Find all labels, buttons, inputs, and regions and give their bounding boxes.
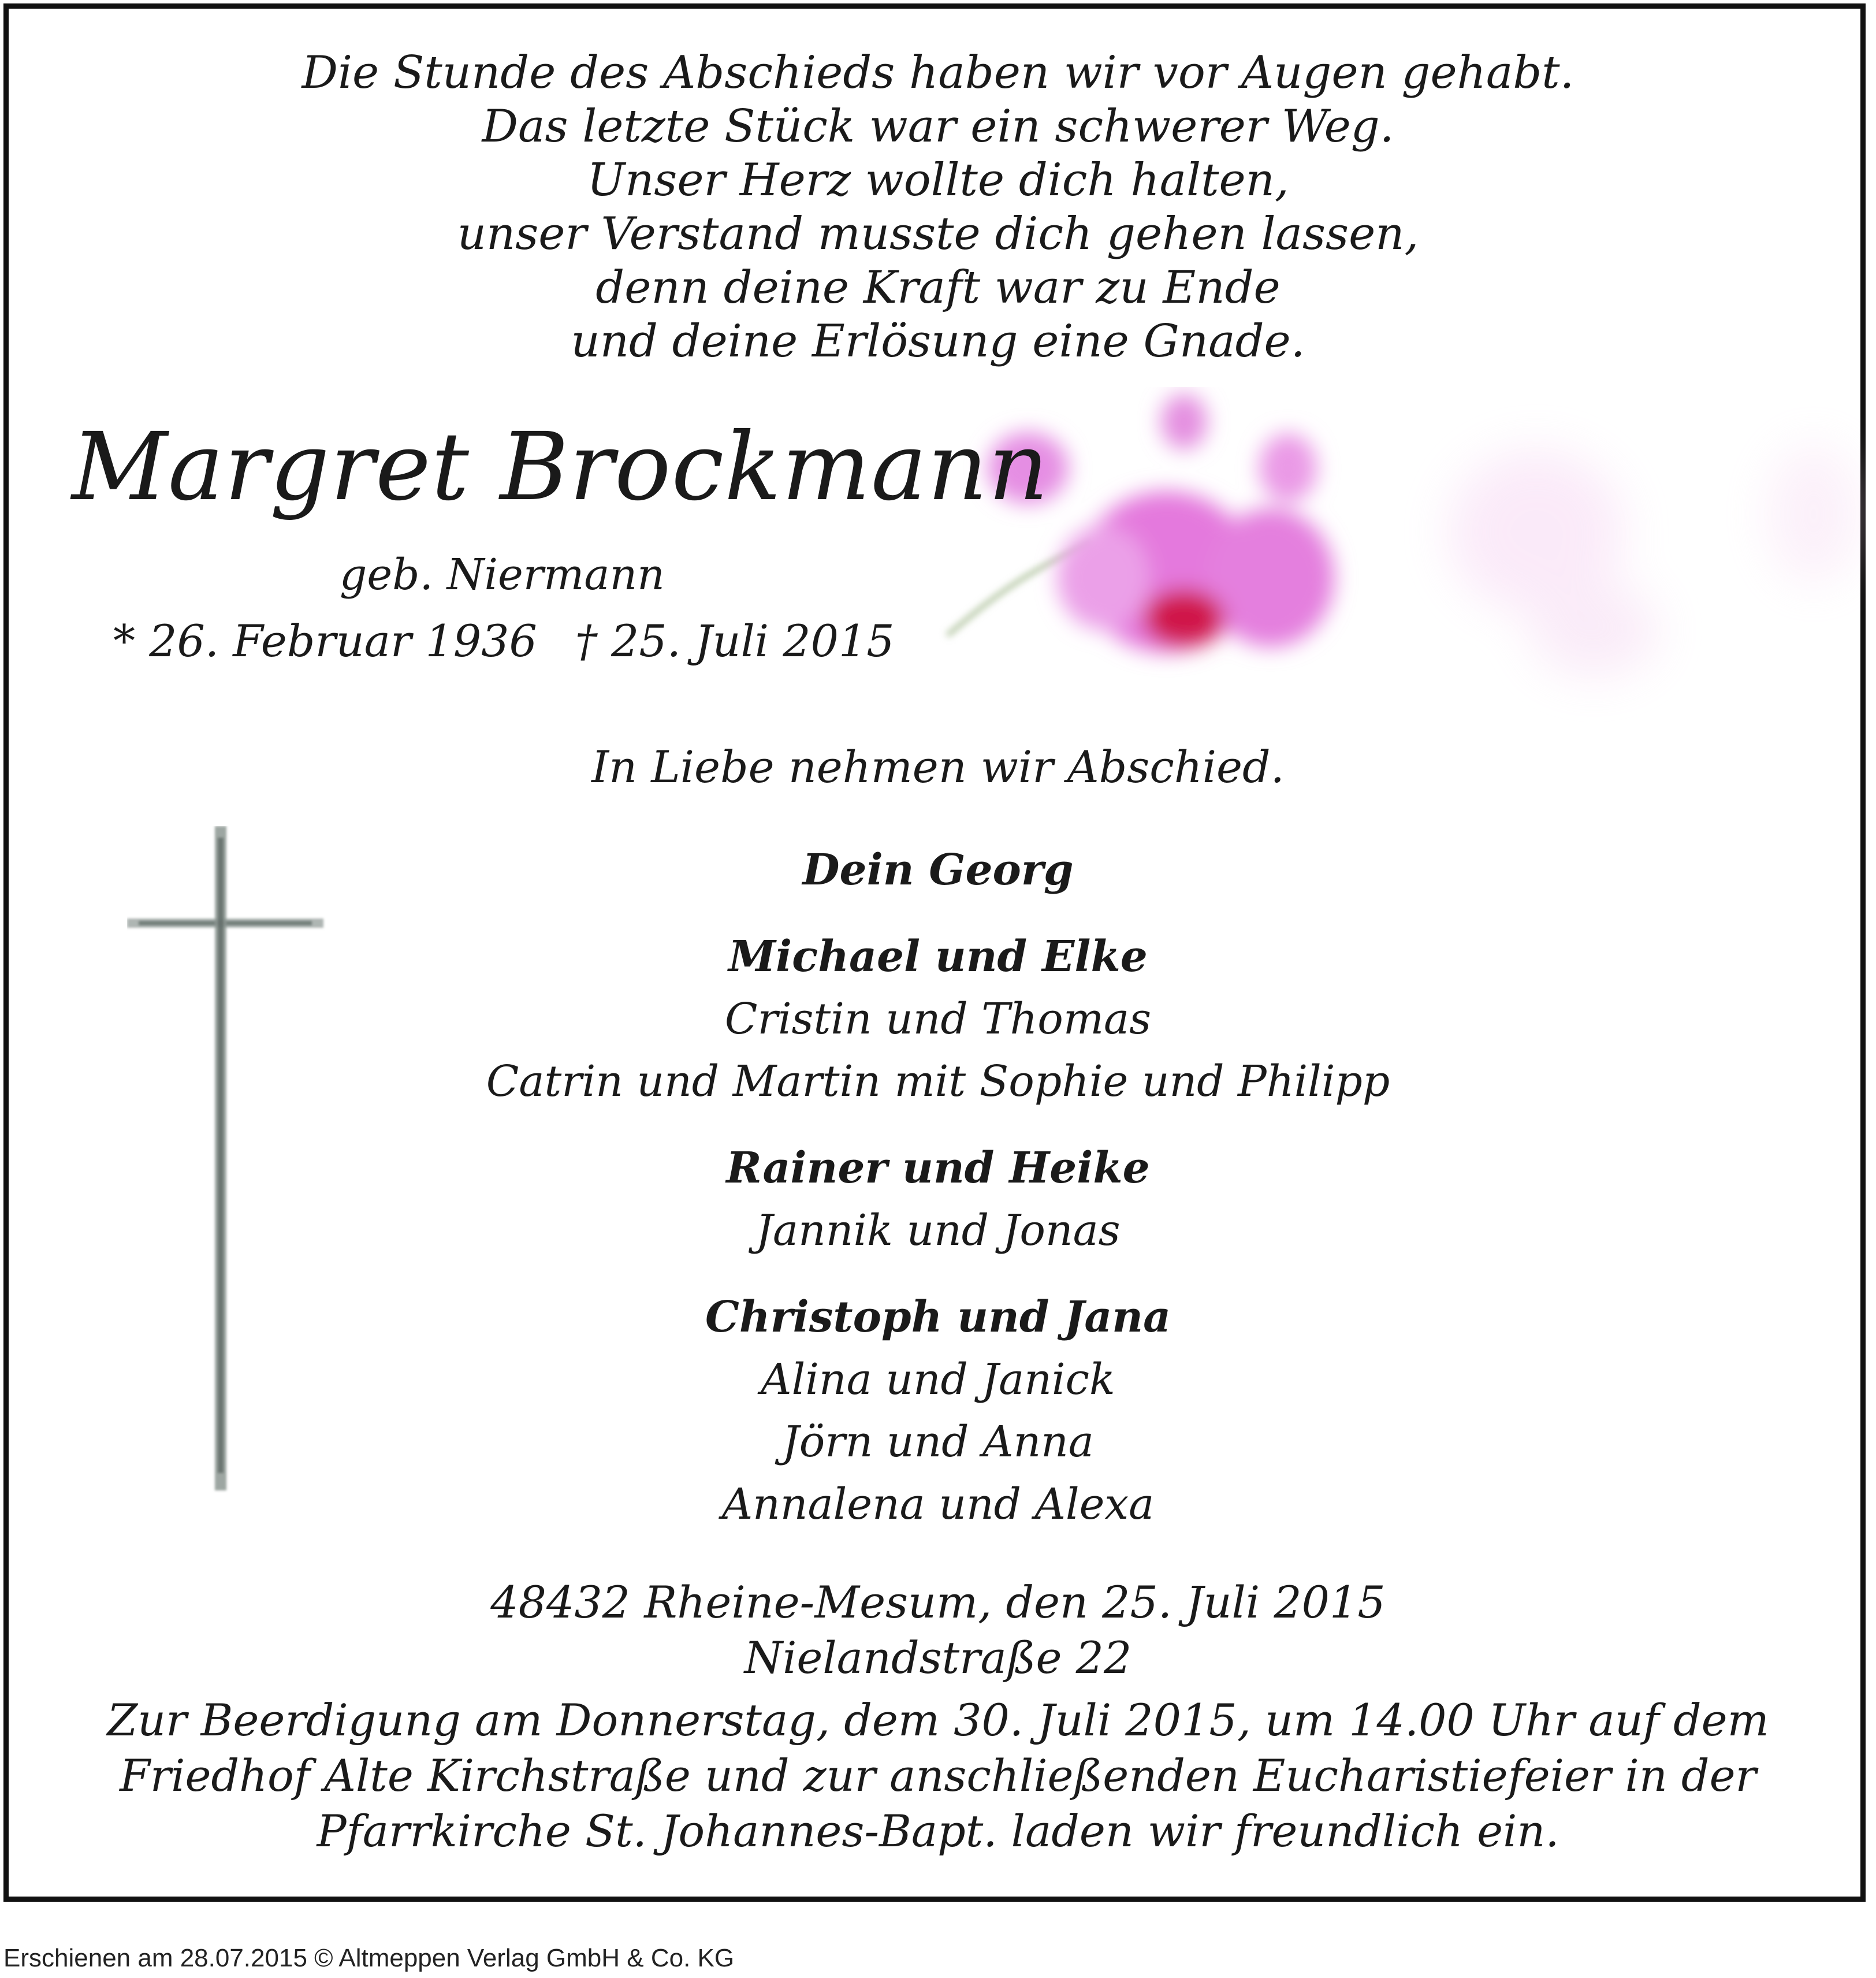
poem: [0, 46, 1876, 369]
orchid-image: [913, 387, 1866, 768]
funeral-invitation: [0, 1693, 1876, 1859]
address-line: 48432 Rheine-Mesum, den 25. Juli 2015: [490, 1577, 1386, 1628]
poem-line: unser Verstand musste dich gehen lassen,: [457, 208, 1419, 260]
family-member: Jörn und Anna: [782, 1417, 1094, 1467]
address-block: [0, 1575, 1876, 1686]
address-street: Nielandstraße 22: [744, 1632, 1132, 1683]
publication-footer: Erschienen am 28.07.2015 © Altmeppen Verlag GmbH & Co. KG: [3, 1944, 735, 1972]
poem-line: denn deine Kraft war zu Ende: [595, 262, 1281, 314]
farewell-text: In Liebe nehmen wir Abschied.: [591, 741, 1285, 793]
poem-line: Das letzte Stück war ein schwerer Weg.: [482, 101, 1394, 153]
invitation-line: Pfarrkirche St. Johannes-Bapt. laden wir freundlich ein.: [317, 1805, 1559, 1857]
birth-date: * 26. Februar 1936: [113, 615, 537, 667]
spouse-name: Dein Georg: [802, 845, 1074, 895]
death-date: † 25. Juli 2015: [575, 615, 895, 667]
family-group-head: Michael und Elke: [728, 932, 1148, 981]
deceased-name: Margret Brockmann: [72, 413, 1049, 522]
family-group-head: Rainer und Heike: [726, 1143, 1150, 1193]
family-member: Catrin und Martin mit Sophie und Philipp: [486, 1057, 1390, 1106]
maiden-name: geb. Niermann: [340, 550, 665, 600]
family-member: Jannik und Jonas: [755, 1206, 1121, 1255]
family-group-head: Christoph und Jana: [705, 1292, 1171, 1342]
invitation-line: Zur Beerdigung am Donnerstag, dem 30. Juli 2015, um 14.00 Uhr auf dem: [107, 1694, 1769, 1746]
poem-line: und deine Erlösung eine Gnade.: [571, 315, 1305, 367]
invitation-line: Friedhof Alte Kirchstraße und zur anschließenden Eucharistiefeier in der: [120, 1750, 1756, 1801]
family-list: [0, 839, 1876, 1535]
poem-line: Unser Herz wollte dich halten,: [587, 154, 1289, 206]
family-member: Annalena und Alexa: [721, 1479, 1155, 1529]
family-member: Cristin und Thomas: [724, 994, 1152, 1044]
family-member: Alina und Janick: [761, 1355, 1115, 1404]
poem-line: Die Stunde des Abschieds haben wir vor Augen gehabt.: [302, 47, 1574, 99]
life-dates: [113, 615, 895, 667]
